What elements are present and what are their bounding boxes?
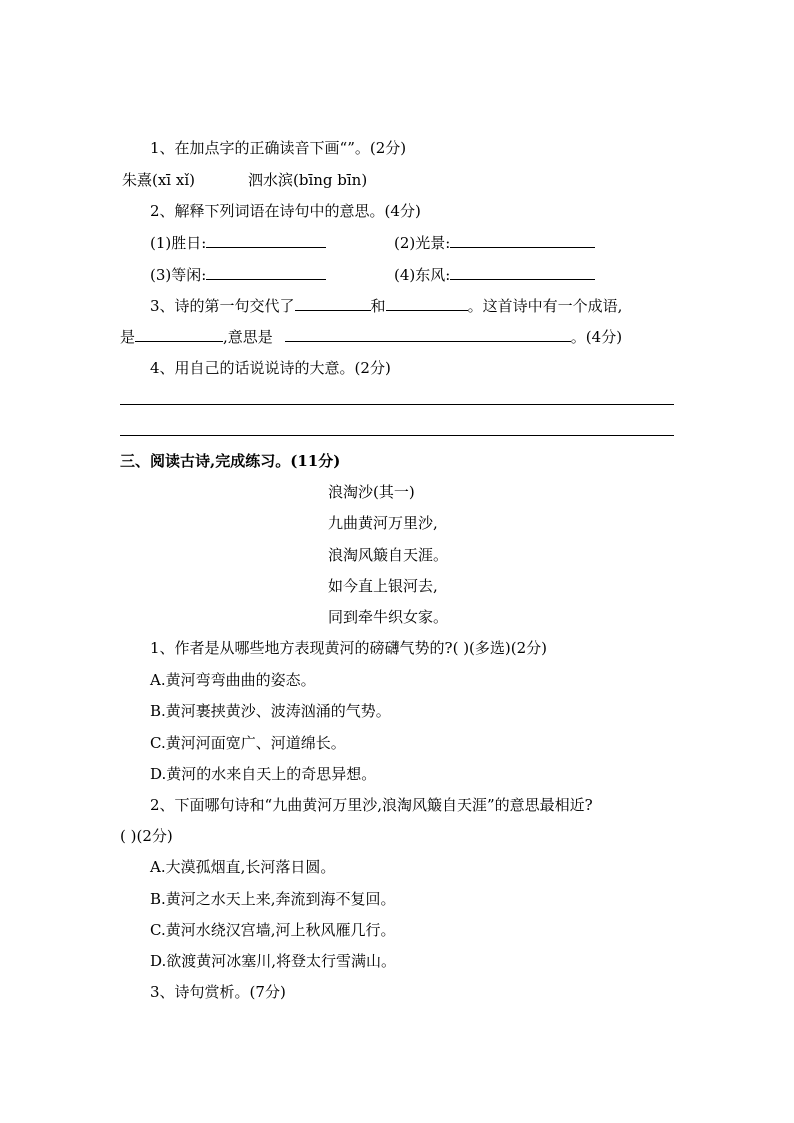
- answer-line[interactable]: [120, 404, 674, 405]
- poem-line: 如今直上银河去,: [328, 577, 438, 595]
- answer-blank[interactable]: [386, 296, 468, 311]
- pinyin-option-zhuxi: 朱熹(xī xǐ): [122, 171, 195, 189]
- poem-title: 浪淘沙(其一): [328, 483, 415, 501]
- answer-blank[interactable]: [135, 327, 223, 342]
- word-item-shengri: (1)胜日:: [150, 233, 326, 253]
- answer-blank[interactable]: [450, 233, 595, 248]
- question-3-line2: 是 ,意思是 。(4分): [120, 328, 623, 346]
- answer-line[interactable]: [120, 435, 674, 436]
- poem-line: 九曲黄河万里沙,: [328, 514, 438, 532]
- question-3-line1: 3、诗的第一句交代了 和 。这首诗中有一个成语,: [150, 297, 623, 315]
- word-item-dongfeng: (4)东风:: [394, 265, 595, 285]
- question-1: 1、在加点字的正确读音下画“”。(2分): [150, 139, 407, 157]
- answer-blank[interactable]: [206, 265, 326, 280]
- word-item-guangjing: (2)光景:: [394, 233, 595, 253]
- option-a[interactable]: A.大漠孤烟直,长河落日圆。: [150, 858, 336, 876]
- option-a[interactable]: A.黄河弯弯曲曲的姿态。: [150, 671, 316, 689]
- question-1: 1、作者是从哪些地方表现黄河的磅礴气势的?( )(多选)(2分): [150, 639, 548, 657]
- option-b[interactable]: B.黄河裹挟黄沙、波涛汹涌的气势。: [150, 702, 391, 720]
- option-c[interactable]: C.黄河河面宽广、河道绵长。: [150, 734, 346, 752]
- section-heading: 三、阅读古诗,完成练习。(11分): [120, 452, 341, 470]
- poem-line: 同到牵牛织女家。: [328, 608, 449, 626]
- question-4: 4、用自己的话说说诗的大意。(2分): [150, 359, 391, 377]
- option-c[interactable]: C.黄河水绕汉宫墙,河上秋风雁几行。: [150, 921, 396, 939]
- answer-blank[interactable]: [450, 265, 595, 280]
- answer-blank[interactable]: [285, 327, 571, 342]
- question-2-answer-paren: ( )(2分): [120, 827, 173, 845]
- option-b[interactable]: B.黄河之水天上来,奔流到海不复回。: [150, 890, 396, 908]
- option-d[interactable]: D.黄河的水来自天上的奇思异想。: [150, 765, 377, 783]
- question-3: 3、诗句赏析。(7分): [150, 983, 286, 1001]
- option-d[interactable]: D.欲渡黄河冰塞川,将登太行雪满山。: [150, 952, 397, 970]
- poem-line: 浪淘风簸自天涯。: [328, 546, 449, 564]
- pinyin-option-sishuibin: 泗水滨(bīng bīn): [248, 171, 368, 189]
- answer-blank[interactable]: [206, 233, 326, 248]
- question-2: 2、下面哪句诗和“九曲黄河万里沙,浪淘风簸自天涯”的意思最相近?: [150, 796, 593, 814]
- word-item-dengxian: (3)等闲:: [150, 265, 326, 285]
- question-2: 2、解释下列词语在诗句中的意思。(4分): [150, 202, 421, 220]
- answer-blank[interactable]: [295, 296, 371, 311]
